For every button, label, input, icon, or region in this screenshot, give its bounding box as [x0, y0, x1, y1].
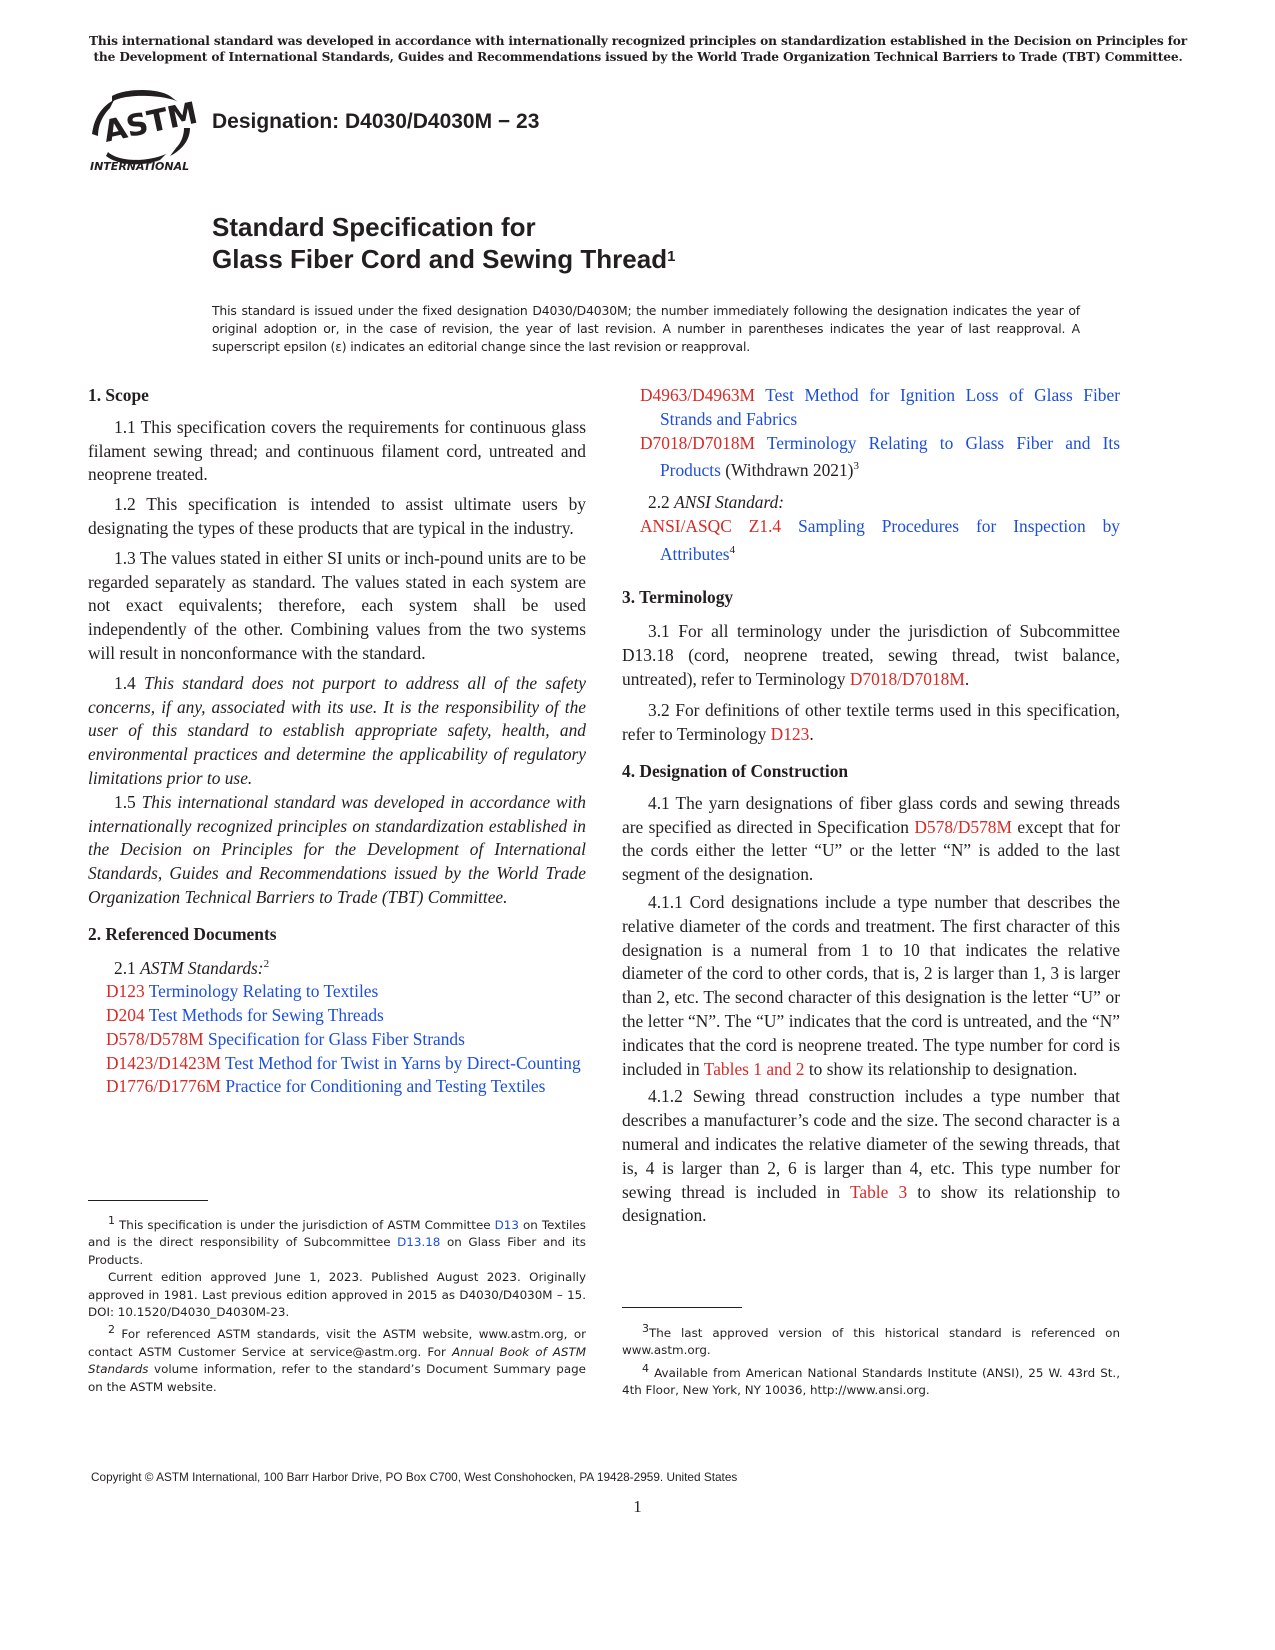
para-4-1-1-end: to show its relationship to designation. [804, 1058, 1078, 1079]
reference-item[interactable] [622, 432, 1120, 483]
designation: Designation: D4030/D4030M − 23 [212, 110, 540, 133]
section-3-heading: 3. Terminology [622, 587, 734, 608]
reference-item[interactable] [88, 1075, 586, 1099]
reference-item[interactable] [88, 980, 586, 1004]
para-4-1-2 [622, 1085, 1120, 1228]
reference-status: (Withdrawn 2021) [720, 460, 854, 481]
para-3-2-text: 3.2 For definitions of other textile terms used in this specification, refer to Terminology [622, 700, 1120, 745]
reference-code[interactable]: D1776/D1776M [106, 1076, 221, 1097]
issue-note: This standard is issued under the fixed designation D4030/D4030M; the number immediately following the designation indicates the year of original adoption or, in the case of revision, the year of last revision. A number in parentheses indicates the year of last reapproval. A superscript epsilon (ε) indicates an editorial change since the last revision or reapproval. [212, 303, 1080, 354]
footnote-2-text-b: volume information, refer to the standard’s Document Summary page on the ASTM website. [88, 1362, 586, 1394]
title-line-2: Glass Fiber Cord and Sewing Thread [212, 244, 668, 274]
footnote-rule-right [622, 1307, 742, 1308]
para-4-1-text: 4.1 The yarn designations of fiber glass cords and sewing threads are specified as directed in Specification [622, 792, 1120, 837]
wto-notice: This international standard was developed in accordance with internationally recognized principles on standardization established in the Decision on Principles for the Development of International Standards, Guides and Recommendations issued by the World Trade Organization Technical Barriers to Trade (TBT) Committee. [88, 34, 1187, 64]
section-1-heading: 1. Scope [88, 385, 149, 405]
para-2-1-footnote-ref: 2 [263, 957, 270, 970]
reference-title[interactable]: Practice for Conditioning and Testing Textiles [220, 1076, 546, 1097]
footnote-4-number: 4 [642, 1361, 649, 1375]
astm-logo [86, 88, 198, 174]
footnote-3-number: 3 [642, 1322, 649, 1335]
para-3-1-text: 3.1 For all terminology under the jurisdiction of Subcommittee D13.18 (cord, neoprene treated, sewing thread, twist balance, untreated), refer to Terminology [622, 620, 1120, 689]
para-4-1 [622, 792, 1120, 887]
astm-reference-list [88, 980, 586, 1099]
reference-item[interactable] [88, 1004, 586, 1028]
para-1-4-number: 1.4 [114, 672, 145, 693]
para-2-2-number: 2.2 [648, 491, 675, 512]
ansi-reference-title[interactable]: Sampling Procedures for Inspection by Attributes [660, 515, 1121, 564]
document-title [212, 211, 675, 275]
para-2-1-number: 2.1 [114, 957, 141, 978]
section-4-heading: 4. Designation of Construction [622, 760, 849, 781]
reference-title[interactable]: Test Methods for Sewing Threads [144, 1004, 384, 1025]
para-2-1-text: ASTM Standards: [140, 957, 264, 978]
reference-code[interactable]: D4963/D4963M [640, 385, 755, 405]
reference-item[interactable] [88, 1052, 586, 1076]
copyright-footer: Copyright © ASTM International, 100 Barr Harbor Drive, PO Box C700, West Conshohocken, PA 19428-2959. United States [91, 1470, 738, 1484]
footnote-1-text-a: This specification is under the jurisdiction of ASTM Committee [115, 1217, 495, 1232]
footnote-4-text: Available from American National Standards Institute (ANSI), 25 W. 43rd St., 4th Floor, New York, NY 10036, http://www.ansi.org. [622, 1365, 1120, 1398]
footnotes-right [622, 1320, 1120, 1400]
para-1-4-text: This standard does not purport to address all of the safety concerns, if any, associated with its use. It is the responsibility of the user of this standard to establish appropriate safety, health, and environmental practices and determine the applicability of regulatory limitations prior to use. [88, 672, 586, 788]
footnotes-left [88, 1212, 586, 1396]
table-3-link[interactable]: Table 3 [849, 1181, 908, 1202]
footnote-1-number: 1 [108, 1214, 115, 1227]
para-4-1-end: except that for the cords either the letter “U” or the letter “N” is added to the last segment of the designation. [622, 816, 1121, 885]
d7018-link[interactable]: D7018/D7018M [849, 668, 965, 689]
para-4-1-1-text: 4.1.1 Cord designations include a type number that describes the relative diameter of the cords and treatment. The first character of this designation is a numeral from 1 to 10 that indicates the relative diameter of the cord to other cords, that is, 2 is larger than 1, 3 is larger than 2, etc. The second character of this designation is the letter “U” or the letter “N”. The “U” indicates that the cord is untreated, and the “N” indicates that the cord is neoprene treated. The type number for cord is included in [622, 891, 1120, 1079]
reference-code[interactable]: D123 [106, 981, 145, 1002]
para-1-5-text: This international standard was developed in accordance with internationally recognized principles on standardization established in the Decision on Principles for the Development of International Standards, Guides and Recommendations issued by the World Trade Organization Technical Barriers to Trade (TBT) Committee. [88, 791, 586, 907]
ansi-footnote-ref: 4 [729, 543, 736, 556]
d578-link[interactable]: D578/D578M [914, 816, 1012, 837]
para-3-2 [622, 699, 1120, 747]
reference-title[interactable]: Specification for Glass Fiber Strands [203, 1028, 465, 1049]
para-3-1 [622, 620, 1120, 691]
footnote-3 [622, 1320, 1120, 1360]
footnote-1 [88, 1212, 586, 1269]
reference-title[interactable]: Test Method for Ignition Loss of Glass Fiber Strands and Fabrics [660, 385, 1120, 429]
para-4-1-1 [622, 891, 1120, 1081]
para-4-1-2-end: to show its relationship to designation. [622, 1181, 1121, 1226]
reference-item[interactable] [88, 1028, 586, 1052]
astm-logo-icon [86, 88, 198, 174]
subcommittee-d13-18-link[interactable]: D13.18 [397, 1235, 441, 1250]
title-footnote-ref: 1 [667, 248, 676, 265]
tables-1-2-link[interactable]: Tables 1 and 2 [703, 1058, 805, 1079]
reference-code[interactable]: D204 [106, 1004, 145, 1025]
para-1-5-number: 1.5 [114, 791, 142, 812]
reference-item[interactable] [622, 384, 1120, 432]
astm-logo-letter-a: ASTM [100, 95, 198, 150]
reference-title[interactable]: Terminology Relating to Textiles [144, 981, 379, 1002]
para-1-5 [88, 791, 586, 910]
para-3-1-end: . [964, 668, 970, 689]
reference-code[interactable]: D7018/D7018M [640, 432, 755, 453]
ansi-reference-code[interactable]: ANSI/ASQC Z1.4 [640, 515, 782, 536]
reference-title[interactable]: Terminology Relating to Glass Fiber and Its Products [660, 432, 1120, 481]
reference-title[interactable]: Test Method for Twist in Yarns by Direct-Counting [220, 1052, 581, 1073]
footnote-2-number: 2 [108, 1323, 115, 1337]
title-line-1: Standard Specification for [212, 212, 536, 242]
section-2-heading: 2. Referenced Documents [88, 923, 277, 944]
footnote-3-text: The last approved version of this historical standard is referenced on www.astm.org. [622, 1325, 1120, 1358]
astm-logo-wordmark: INTERNATIONAL [90, 160, 190, 173]
para-2-2-text: ANSI Standard: [674, 491, 785, 512]
para-2-2 [622, 491, 1120, 515]
reference-code[interactable]: D1423/D1423M [106, 1052, 221, 1073]
reference-code[interactable]: D578/D578M [106, 1028, 204, 1049]
astm-reference-list-continued [622, 384, 1120, 483]
right-column [622, 384, 1120, 1228]
footnote-1-text-b: on Textiles and is the direct responsibility of Subcommittee [88, 1217, 586, 1250]
para-1-3: 1.3 The values stated in either SI units or inch-pound units are to be regarded separately as standard. The values stated in each system are not exact equivalents; therefore, each system shall be used independently of the other. Combining values from the two systems will result in nonconformance with the standard. [88, 547, 586, 663]
left-column [88, 384, 586, 1099]
footnote-4 [622, 1360, 1120, 1400]
para-1-1: 1.1 This specification covers the requirements for continuous glass filament sewing thread; and continuous filament cord, untreated and neoprene treated. [88, 416, 586, 485]
footnote-1-edition: Current edition approved June 1, 2023. Published August 2023. Originally approved in 1981. Last previous edition approved in 2015 as D4030/D4030M – 15. DOI: 10.1520/D4030_D4030M-23. [88, 1270, 586, 1319]
footnote-rule-left [88, 1200, 208, 1201]
para-1-2: 1.2 This specification is intended to assist ultimate users by designating the types of these products that are typical in the industry. [88, 494, 586, 538]
page-number: 1 [633, 1497, 642, 1516]
ansi-reference[interactable] [622, 515, 1120, 566]
footnote-2-book-title: Annual Book of ASTM Standards [88, 1344, 586, 1377]
footnote-1-text-c: on Glass Fiber and its Products. [88, 1235, 586, 1267]
footnote-2 [88, 1321, 586, 1396]
para-4-1-2-text: 4.1.2 Sewing thread construction includes a type number that describes a manufacturer’s code and the size. The second character is a numeral and indicates the relative diameter of the sewing threads, that is, 4 is larger than 2, 6 is larger than 4, etc. This type number for sewing thread is included in [622, 1086, 1120, 1202]
para-1-4 [88, 672, 586, 791]
committee-d13-link[interactable]: D13 [494, 1217, 519, 1232]
reference-footnote-ref: 3 [853, 460, 859, 473]
para-2-1 [88, 953, 586, 981]
para-3-2-end: . [809, 724, 814, 745]
d123-link[interactable]: D123 [770, 724, 810, 745]
footnote-2-text-a: For referenced ASTM standards, visit the ASTM website, www.astm.org, or contact ASTM Customer Service at service@astm.org. For [88, 1327, 586, 1359]
